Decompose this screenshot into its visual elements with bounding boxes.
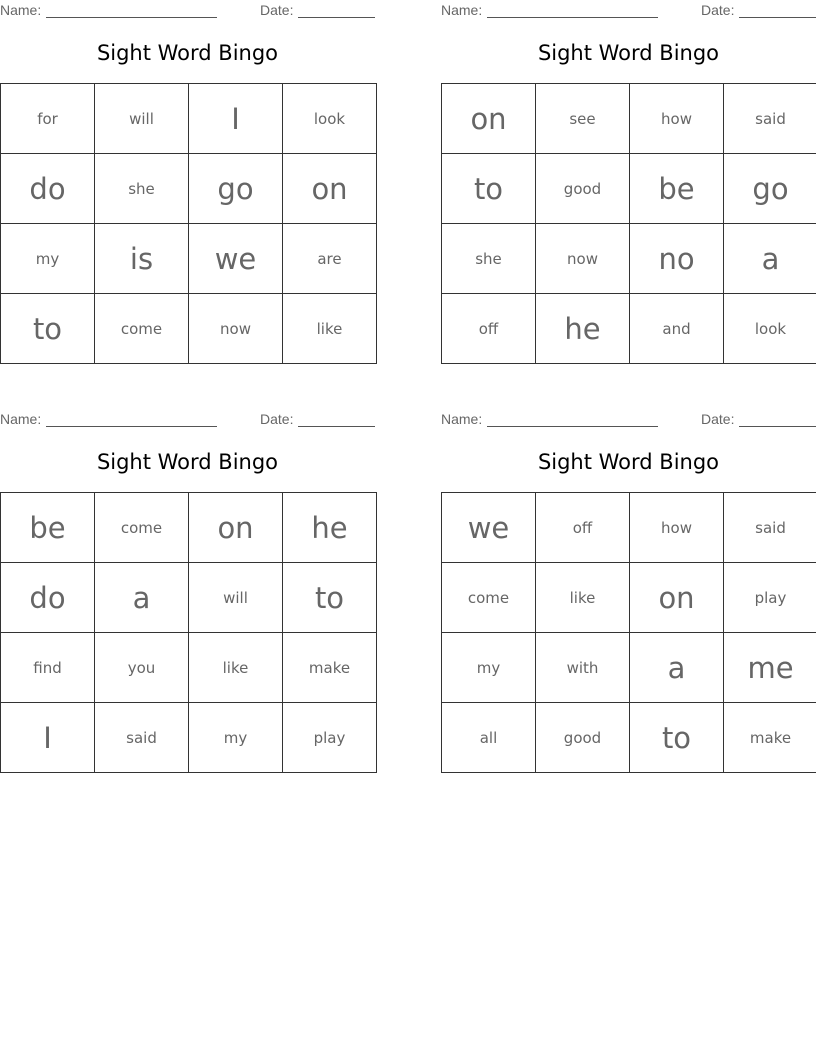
bingo-cell: like [536, 563, 630, 633]
grid-row [1, 294, 377, 364]
bingo-cell: go [189, 154, 283, 224]
bingo-cell: good [536, 703, 630, 773]
bingo-cell: for [1, 84, 95, 154]
bingo-cell: to [1, 294, 95, 364]
bingo-card-2 [441, 0, 816, 365]
bingo-cell: play [283, 703, 377, 773]
bingo-cell: we [442, 493, 536, 563]
bingo-cell: how [630, 493, 724, 563]
bingo-cell: look [283, 84, 377, 154]
grid-row [442, 493, 816, 563]
date-blank-line [298, 17, 375, 18]
name-blank-line [46, 17, 217, 18]
grid-row [442, 703, 816, 773]
grid-row [1, 154, 377, 224]
bingo-cell: said [724, 493, 816, 563]
bingo-grid [441, 492, 816, 773]
bingo-cell: a [724, 224, 816, 294]
bingo-cell: find [1, 633, 95, 703]
date-label: Date: [701, 2, 735, 18]
date-label: Date: [260, 411, 294, 427]
bingo-cell: go [724, 154, 816, 224]
bingo-cell: to [283, 563, 377, 633]
bingo-cell: with [536, 633, 630, 703]
bingo-cell: will [95, 84, 189, 154]
card-title: Sight Word Bingo [96, 450, 279, 474]
date-blank-line [739, 17, 816, 18]
grid-row [1, 703, 377, 773]
name-blank-line [46, 426, 217, 427]
name-label: Name: [441, 2, 483, 18]
date-label: Date: [701, 411, 735, 427]
bingo-grid [441, 83, 816, 364]
card-title: Sight Word Bingo [96, 41, 279, 65]
name-blank-line [487, 17, 658, 18]
bingo-cell: a [95, 563, 189, 633]
bingo-cell: you [95, 633, 189, 703]
card-header [441, 2, 816, 20]
grid-row [1, 563, 377, 633]
grid-row [442, 633, 816, 703]
bingo-cell: no [630, 224, 724, 294]
bingo-cell: on [442, 84, 536, 154]
bingo-cell: a [630, 633, 724, 703]
bingo-cell: said [95, 703, 189, 773]
bingo-cell: make [283, 633, 377, 703]
bingo-cell: do [1, 563, 95, 633]
bingo-cell: we [189, 224, 283, 294]
bingo-cell: make [724, 703, 816, 773]
bingo-cell: good [536, 154, 630, 224]
grid-row [1, 493, 377, 563]
bingo-cell: off [442, 294, 536, 364]
bingo-cell: come [95, 493, 189, 563]
bingo-cell: on [283, 154, 377, 224]
bingo-cell: is [95, 224, 189, 294]
bingo-cell: come [95, 294, 189, 364]
bingo-cell: be [1, 493, 95, 563]
card-header [0, 411, 375, 429]
bingo-cell: he [536, 294, 630, 364]
bingo-cell: and [630, 294, 724, 364]
date-blank-line [739, 426, 816, 427]
bingo-card-4 [441, 409, 816, 774]
date-blank-line [298, 426, 375, 427]
bingo-cell: will [189, 563, 283, 633]
bingo-cell: said [724, 84, 816, 154]
bingo-cell: do [1, 154, 95, 224]
bingo-cell: like [189, 633, 283, 703]
bingo-cell: are [283, 224, 377, 294]
bingo-grid [0, 492, 377, 773]
card-header [441, 411, 816, 429]
card-title: Sight Word Bingo [537, 41, 720, 65]
grid-row [1, 224, 377, 294]
bingo-cell: now [536, 224, 630, 294]
grid-row [1, 84, 377, 154]
bingo-cell: come [442, 563, 536, 633]
bingo-grid [0, 83, 377, 364]
grid-row [442, 154, 816, 224]
name-label: Name: [0, 2, 42, 18]
bingo-cell: how [630, 84, 724, 154]
grid-row [1, 633, 377, 703]
name-label: Name: [441, 411, 483, 427]
bingo-cell: like [283, 294, 377, 364]
bingo-card-1 [0, 0, 375, 365]
bingo-cell: play [724, 563, 816, 633]
grid-row [442, 84, 816, 154]
card-header [0, 2, 375, 20]
date-label: Date: [260, 2, 294, 18]
bingo-cell: she [442, 224, 536, 294]
bingo-cell: she [95, 154, 189, 224]
bingo-card-3 [0, 409, 375, 774]
bingo-cell: see [536, 84, 630, 154]
bingo-cell: all [442, 703, 536, 773]
bingo-cell: off [536, 493, 630, 563]
bingo-cell: on [630, 563, 724, 633]
grid-row [442, 563, 816, 633]
bingo-cell: me [724, 633, 816, 703]
name-label: Name: [0, 411, 42, 427]
bingo-cell: I [1, 703, 95, 773]
bingo-cell: my [1, 224, 95, 294]
bingo-cell: be [630, 154, 724, 224]
bingo-cell: I [189, 84, 283, 154]
grid-row [442, 224, 816, 294]
bingo-cell: my [189, 703, 283, 773]
bingo-cell: to [630, 703, 724, 773]
card-title: Sight Word Bingo [537, 450, 720, 474]
bingo-cell: on [189, 493, 283, 563]
grid-row [442, 294, 816, 364]
bingo-cell: look [724, 294, 816, 364]
bingo-cell: he [283, 493, 377, 563]
bingo-cell: now [189, 294, 283, 364]
bingo-cell: my [442, 633, 536, 703]
bingo-cell: to [442, 154, 536, 224]
name-blank-line [487, 426, 658, 427]
